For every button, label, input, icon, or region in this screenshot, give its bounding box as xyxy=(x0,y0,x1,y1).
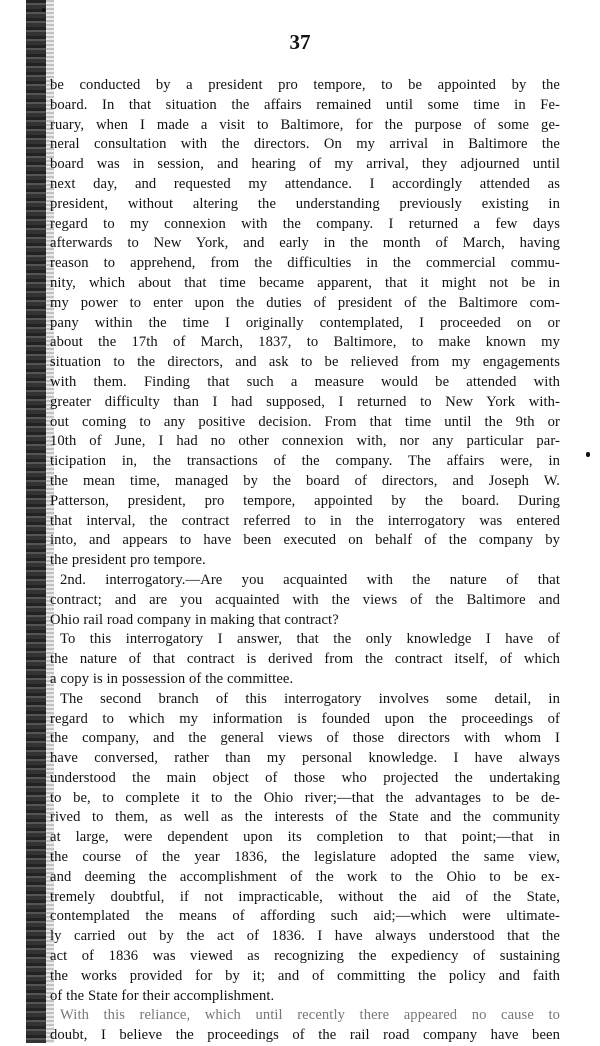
text-line: regard to which my information is founded upon the proceedings of xyxy=(50,710,560,727)
text-line: the works provided for by it; and of committing the policy and faith xyxy=(50,967,560,984)
book-binding-edge xyxy=(26,0,46,1043)
text-line: situation to the directors, and ask to be relieved from my engagements xyxy=(50,354,560,371)
ink-speck xyxy=(586,452,590,457)
text-line: greater difficulty than I had supposed, I returned to New York with- xyxy=(50,393,560,410)
text-line: to be, to complete it to the Ohio river;—that the advantages to be de- xyxy=(50,789,560,806)
page-number: 37 xyxy=(289,30,311,54)
text-line: and deeming the accomplishment of the work to the Ohio to be ex- xyxy=(50,868,560,885)
text-line: act of 1836 was viewed as recognizing the expediency of sustaining xyxy=(50,948,560,965)
text-line: The second branch of this interrogatory involves some detail, in xyxy=(60,690,560,707)
text-line: tremely doubtful, if not impracticable, without the aid of the State, xyxy=(50,888,560,905)
text-line: rived to them, as well as the interests of the State and the community xyxy=(50,809,560,826)
text-line: doubt, I believe the proceedings of the rail road company have been xyxy=(50,1027,560,1044)
text-line: the company, and the general views of those directors with whom I xyxy=(50,730,560,747)
text-line: nity, which about that time became apparent, that it might not be in xyxy=(50,274,560,291)
text-line: the nature of that contract is derived from the contract itself, of which xyxy=(50,651,560,668)
text-line: about the 17th of March, 1837, to Baltimore, to make known my xyxy=(50,334,560,351)
text-line: understood the main object of those who projected the undertaking xyxy=(50,769,560,786)
text-line: regard to my connexion with the company. I returned a few days xyxy=(50,215,560,232)
text-line: the president pro tempore. xyxy=(50,552,206,569)
text-line: ticipation in, the transactions of the company. The affairs were, in xyxy=(50,453,560,470)
text-line: Ohio rail road company in making that contract? xyxy=(50,611,339,628)
text-line: board. In that situation the affairs remained until some time in Fe- xyxy=(50,96,560,113)
text-line: at large, were dependent upon its completion to that point;—that in xyxy=(50,829,560,846)
text-line: be conducted by a president pro tempore, to be appointed by the xyxy=(50,77,560,93)
ink-speck xyxy=(42,8,45,12)
text-line: into, and appears to have been executed on behalf of the company by xyxy=(50,532,560,549)
text-line: pany within the time I originally contemplated, I proceeded on or xyxy=(50,314,560,331)
text-line: that interval, the contract referred to in the interrogatory was entered xyxy=(50,512,560,529)
text-line: a copy is in possession of the committee. xyxy=(50,670,294,687)
text-line: ly carried out by the act of 1836. I have always understood that the xyxy=(50,928,560,945)
text-line: 10th of June, I had no other connexion with, nor any particular par- xyxy=(50,433,560,450)
text-line: the mean time, managed by the board of directors, and Joseph W. xyxy=(50,472,560,489)
text-line: 2nd. interrogatory.—Are you acquainted with the nature of that xyxy=(60,571,560,588)
text-line: neral consultation with the directors. On my arrival in Baltimore the xyxy=(50,136,560,153)
text-line: the course of the year 1836, the legislature adopted the same view, xyxy=(50,849,560,866)
text-line: contemplated the means of affording such aid;—which were ultimate- xyxy=(50,908,560,925)
text-line: my power to enter upon the duties of president of the Baltimore com- xyxy=(50,294,560,311)
text-line: Patterson, president, pro tempore, appointed by the board. During xyxy=(50,492,560,509)
text-line: next day, and requested my attendance. I accordingly attended as xyxy=(50,175,560,192)
text-line: With this reliance, which until recently there appeared no cause to xyxy=(60,1007,560,1024)
text-line: To this interrogatory I answer, that the only knowledge I have of xyxy=(60,631,560,648)
text-line: afterwards to New York, and early in the month of March, having xyxy=(50,235,560,252)
body-text xyxy=(50,76,560,1046)
text-line: of the State for their accomplishment. xyxy=(50,987,275,1004)
text-line: ruary, when I made a visit to Baltimore, for the purpose of some ge- xyxy=(50,116,560,133)
text-line: with them. Finding that such a measure would be attended with xyxy=(50,373,560,390)
text-line: board was in session, and hearing of my arrival, they adjourned until xyxy=(50,156,560,173)
text-line: out coming to any positive decision. From that time until the 9th or xyxy=(50,413,560,430)
text-line: contract; and are you acquainted with the views of the Baltimore and xyxy=(50,591,560,608)
text-line: reason to apprehend, from the difficulties in the commercial commu- xyxy=(50,255,560,272)
text-line: president, without altering the understanding previously existing in xyxy=(50,195,560,212)
text-line: have conversed, rather than my personal knowledge. I have always xyxy=(50,750,560,767)
